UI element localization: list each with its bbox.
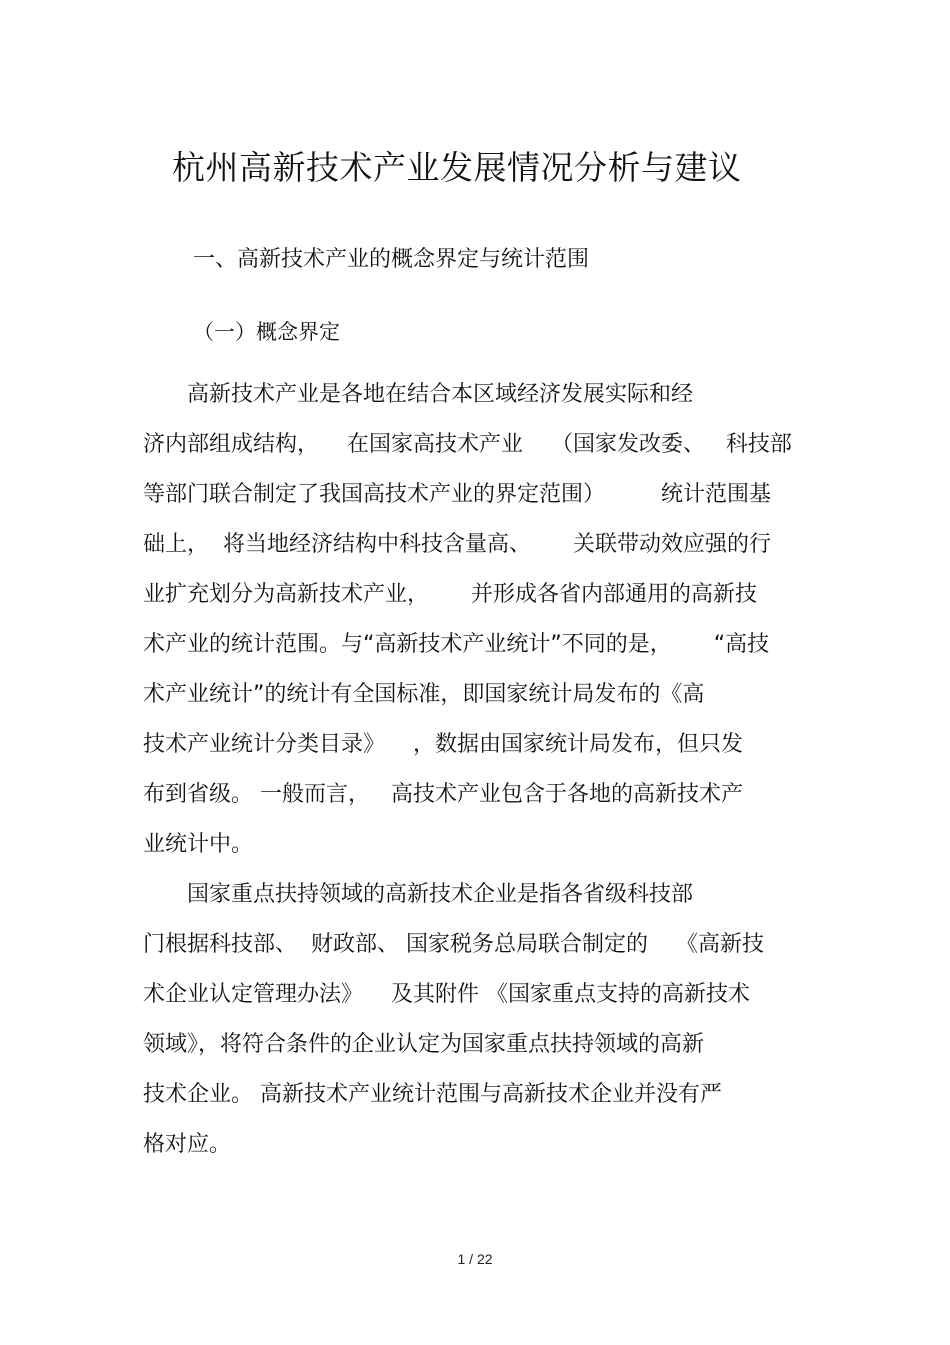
section-heading: 一、高新技术产业的概念界定与统计范围 (193, 247, 590, 272)
paragraph-line: 等部门联合制定了我国高技术产业的界定范围） 统计范围基 (143, 482, 771, 507)
paragraph-line: 门根据科技部、 财政部、 国家税务总局联合制定的 《高新技 (143, 932, 764, 957)
paragraph-line: 术产业统计”的统计有全国标准，即国家统计局发布的《高 (143, 682, 705, 707)
paragraph-line: 格对应。 (143, 1132, 232, 1157)
paragraph-line: 础上， 将当地经济结构中科技含量高、 关联带动效应强的行 (143, 532, 771, 557)
paragraph-line: 业扩充划分为高新技术产业， 并形成各省内部通用的高新技 (143, 582, 757, 607)
paragraph-line: 国家重点扶持领域的高新技术企业是指各省级科技部 (187, 882, 694, 907)
paragraph-line: 业统计中。 (143, 832, 254, 857)
paragraph-line: 术产业的统计范围。与“高新技术产业统计”不同的是， “高技 (143, 632, 770, 657)
paragraph-line: 领域》，将符合条件的企业认定为国家重点扶持领域的高新 (143, 1032, 705, 1057)
document-title: 杭州高新技术产业发展情况分析与建议 (172, 148, 742, 187)
page-number: 1 / 22 (457, 1251, 493, 1267)
paragraph-line: 布到省级。 一般而言， 高技术产业包含于各地的高新技术产 (143, 782, 743, 807)
paragraph-line: 济内部组成结构， 在国家高技术产业 （国家发改委、 科技部 (143, 432, 792, 457)
paragraph-line: 术企业认定管理办法》 及其附件 《国家重点支持的高新技术 (143, 982, 750, 1007)
paragraph-line: 技术产业统计分类目录》 ，数据由国家统计局发布，但只发 (143, 732, 743, 757)
subsection-heading: （一）概念界定 (193, 320, 340, 344)
paragraph-line: 技术企业。 高新技术产业统计范围与高新技术企业并没有严 (143, 1082, 722, 1107)
paragraph-line: 高新技术产业是各地在结合本区域经济发展实际和经 (187, 382, 694, 407)
